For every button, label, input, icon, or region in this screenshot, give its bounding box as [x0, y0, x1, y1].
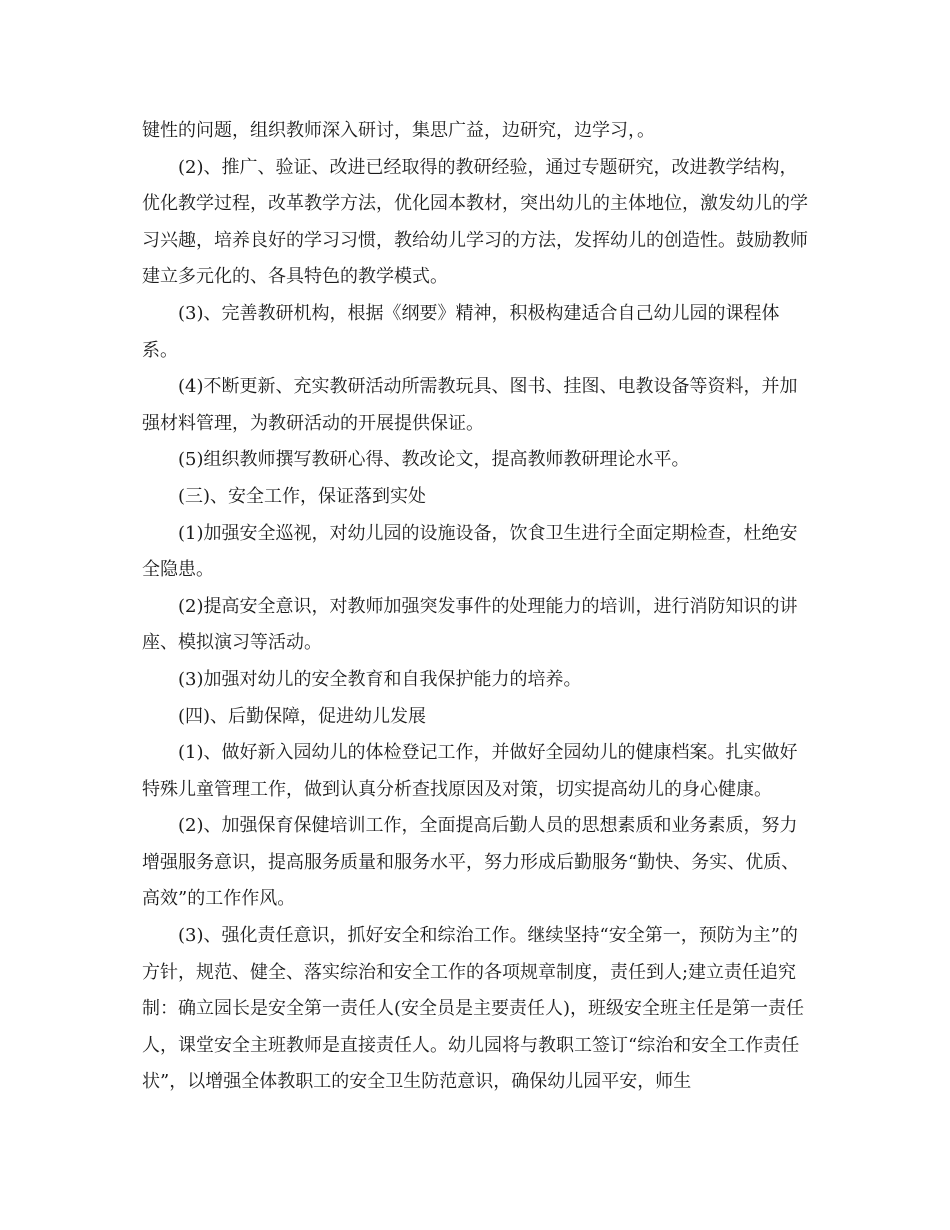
paragraph: (3)加强对幼儿的安全教育和自我保护能力的培养。	[178, 668, 582, 690]
document-body	[142, 113, 812, 1101]
section-heading: (三)、安全工作，保证落到实处	[178, 485, 427, 507]
paragraph: (1)加强安全巡视，对幼儿园的设施设备，饮食卫生进行全面定期检查，杜绝安全隐患。	[142, 522, 798, 581]
paragraph: (1)、做好新入园幼儿的体检登记工作，并做好全园幼儿的健康档案。扎实做好特殊儿童管理工作，做到认真分析查找原因及对策，切实提高幼儿的身心健康。	[142, 742, 798, 800]
paragraph: (2)、加强保育保健培训工作，全面提高后勤人员的思想素质和业务素质，努力增强服务意识，提高服务质量和服务水平，努力形成后勤服务“勤快、务实、优质、高效”的工作作风。	[142, 815, 800, 910]
paragraph: 键性的问题，组织教师深入研讨，集思广益，边研究，边学习，。	[142, 120, 655, 141]
paragraph: (3)、完善教研机构，根据《纲要》精神，积极构建适合自己幼儿园的课程体系。	[142, 302, 780, 361]
paragraph: (4)不断更新、充实教研活动所需教玩具、图书、挂图、电教设备等资料，并加强材料管理，为教研活动的开展提供保证。	[142, 376, 798, 434]
paragraph: (2)、推广、验证、改进已经取得的教研经验，通过专题研究，改进教学结构，优化教学过程，改革教学方法，优化园本教材，突出幼儿的主体地位，激发幼儿的学习兴趣，培养良好的学习习惯，教给幼儿学习的方法，发挥幼儿的创造性。鼓励教师建立多元化的、各具特色的教学模式。	[142, 156, 808, 288]
paragraph: (3)、强化责任意识，抓好安全和综治工作。继续坚持“安全第一，预防为主”的方针，规范、健全、落实综治和安全工作的各项规章制度，责任到人;建立责任追究制：确立园长是安全第一责任人(安全员是主要责任人)，班级安全班主任是第一责任人，课堂安全主班教师是直接责任人。幼儿园将与教职工签订“综治和安全工作责任状”，以增强全体教职工的安全卫生防范意识，确保幼儿园平安，师生	[142, 925, 805, 1093]
paragraph: (5)组织教师撰写教研心得、教改论文，提高教师教研理论水平。	[178, 449, 690, 471]
paragraph: (2)提高安全意识，对教师加强突发事件的处理能力的培训，进行消防知识的讲座、模拟演习等活动。	[142, 595, 798, 654]
section-heading: (四)、后勤保障，促进幼儿发展	[178, 705, 427, 727]
